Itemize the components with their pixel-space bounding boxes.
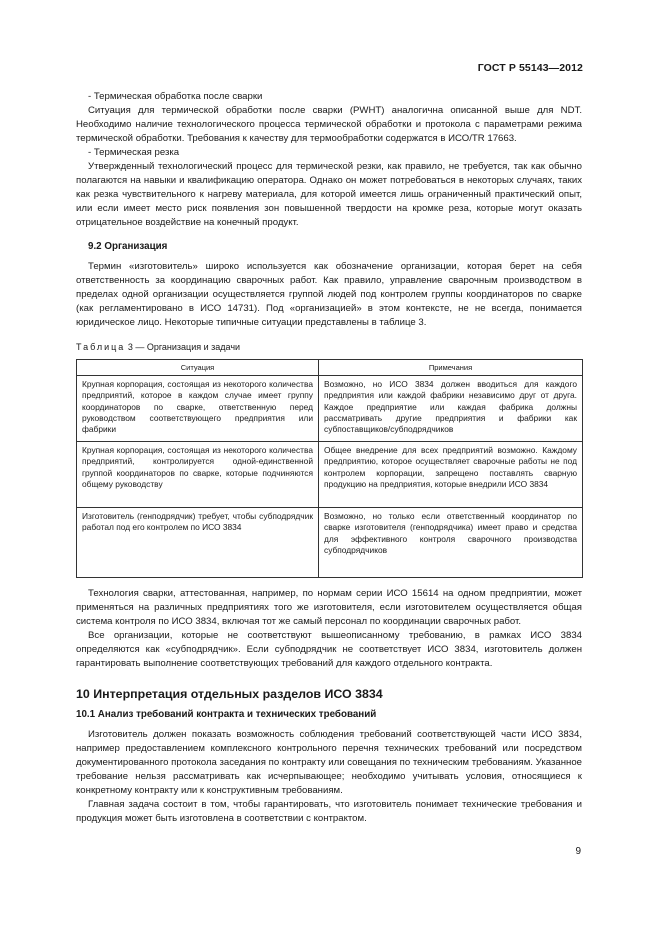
standard-header: ГОСТ Р 55143—2012 xyxy=(477,62,583,74)
table-caption xyxy=(76,340,582,354)
table-row xyxy=(77,508,583,578)
section-10-1-paragraph-1: Изготовитель должен показать возможность соблюдения требований соответствующей части ИСО 3834, например предоставлением комплексного контрольного перечня технических требований или посредством документированного протокола заседания по контракту или совещания по техническим требованиям. Указанное требование нельзя рассматривать как исчерпывающее; необходимо учитывать условия, относящиеся к конкретному контракту или к конструктивным требованиям. xyxy=(76,729,582,797)
situation-cell: Изготовитель (генподрядчик) требует, чтобы субподрядчик работал под его контролем по ИСО 3834 xyxy=(77,508,319,578)
table-caption-title: 3 — Организация и задачи xyxy=(127,342,241,352)
page-number: 9 xyxy=(575,846,581,857)
section-10-heading: 10 Интерпретация отдельных разделов ИСО 3834 xyxy=(76,687,383,702)
pwht-paragraph: Ситуация для термической обработки после сварки (PWHT) аналогична описанной выше для NDT. Необходимо наличие технологического процесса термической обработки и протокола с параметрами режима термической обработки. Требования к качеству для термообработки содержатся в ИСО/TR 17663. xyxy=(76,105,582,144)
table-row xyxy=(77,376,583,442)
situation-cell: Крупная корпорация, состоящая из некоторого количества предприятий, которое в каждом случае имеет группу координаторов по сварке, ответственную перед руководством соответствующего предприятия или фабрики xyxy=(77,376,319,442)
organization-table xyxy=(76,359,583,578)
section-10-1-paragraph-2: Главная задача состоит в том, чтобы гарантировать, что изготовитель понимает технические требования и продукция может быть изготовлена в соответствии с контрактом. xyxy=(76,799,582,825)
notes-cell: Возможно, но ИСО 3834 должен вводиться для каждого предприятия или каждой фабрики независимо друг от друга. Каждое предприятие или каждая фабрика должны рассматривать другие предприятия и фабрики как субпоставщиков/субподрядчиков xyxy=(319,376,583,442)
cutting-paragraph: Утвержденный технологический процесс для термической резки, как правило, не требуется, так как обычно полагаются на навыки и квалификацию оператора. Однако он может потребоваться в некоторых случаях, таких как резка чувствительного к нагреву материала, для которой имеется лишь ограниченный практический опыт, или если имеет место риск появления зон повышенной твердости на кромке реза, которые могут оказать отрицательное воздействие на конечный продукт. xyxy=(76,161,582,228)
table-caption-word: Таблица xyxy=(76,342,126,352)
table-row xyxy=(77,442,583,508)
section-9-2-heading: 9.2 Организация xyxy=(88,241,168,252)
pwht-subheading: - Термическая обработка после сварки xyxy=(88,91,263,102)
notes-cell: Общее внедрение для всех предприятий возможно. Каждому предприятию, которое осуществляет сварочные работы не под контролем корпорации, запрещено поставлять сварную продукцию на предприятия, которые внедрили ИСО 3834 xyxy=(319,442,583,508)
after-table-paragraph-1: Технология сварки, аттестованная, например, по нормам серии ИСО 15614 на одном предприятии, может применяться на различных предприятиях того же изготовителя, если изготовителем осуществляется общая система контроля по ИСО 3834, включая тот же самый персонал по координации сварочных работ. xyxy=(76,588,582,628)
section-10-1-heading: 10.1 Анализ требований контракта и технических требований xyxy=(76,709,377,721)
after-table-paragraph-2: Все организации, которые не соответствуют вышеописанному требованию, в рамках ИСО 3834 определяются как «субподрядчик». Если субподрядчик не соответствует ИСО 3834, изготовитель должен гарантировать выполнение соответствующих требований для каждого отдельного контракта. xyxy=(76,630,582,670)
cutting-subheading: - Термическая резка xyxy=(88,147,180,158)
column-header-notes: Примечания xyxy=(319,360,583,376)
notes-cell: Возможно, но только если ответственный координатор по сварке изготовителя (генподрядчика) имеет право и средства для эффективного контроля сварочного производства субподрядчиков xyxy=(319,508,583,578)
column-header-situation: Ситуация xyxy=(77,360,319,376)
situation-cell: Крупная корпорация, состоящая из некоторого количества предприятий, контролируется одной-единственной группой координаторов по сварке, которые подчиняются общему руководству xyxy=(77,442,319,508)
section-9-2-paragraph: Термин «изготовитель» широко используется как обозначение организации, которая берет на себя ответственность за координацию сварочных работ. Как правило, управление сварочным производством в пределах одной организации осуществляется группой людей под контролем группы координаторов по сварке (как регламентировано в ИСО 14731). Под «организацией» в этом контексте, не не всегда, понимается юридическое лицо. Некоторые типичные ситуации представлены в таблице 3. xyxy=(76,261,582,328)
table-header-row xyxy=(77,360,583,376)
page-body xyxy=(76,90,582,826)
